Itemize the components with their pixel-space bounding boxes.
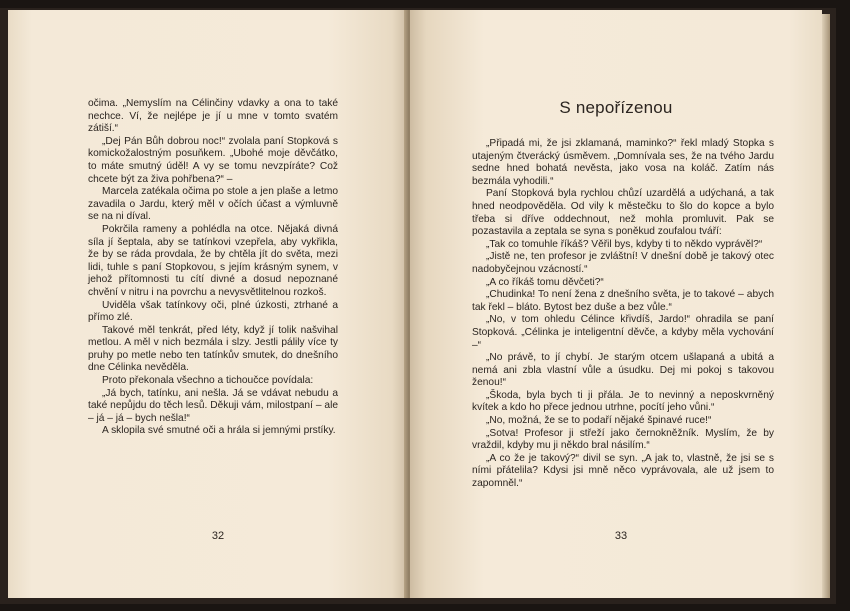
paragraph: A sklopila své smutné oči a hrála si jemnými prstíky. <box>102 425 336 437</box>
paragraph: Takové měl tenkrát, před léty, když jí tolik našvihal metlou. A měl v nich bezmála i slzy. Jestli pálily více ty pruhy po metle nebo ten tatínkův smutek, do dnešního dne Célinka nevěděla. <box>88 324 338 374</box>
paragraph: Paní Stopková byla rychlou chůzí uzardělá a udýchaná, a tak hned neodpověděla. Od vily k městečku to šlo do kopce a bylo třeba si dříve oddechnout, než mohla promluvit. Pak se pozastavila a zeptala se syna s poněkud zoufalou tváří: <box>472 188 774 238</box>
right-page-number: 33 <box>614 530 628 542</box>
right-page-text <box>472 138 774 491</box>
paragraph: „Chudinka! To není žena z dnešního světa, je to takové – abych tak řekl – bláto. Bytost bez duše a bez vůle.“ <box>472 289 774 313</box>
paragraph: „No právě, to jí chybí. Je starým otcem ušlapaná a ubitá a nemá ani zbla vlastní vůle a úsudku. Dej mi pokoj s takovou ženou!“ <box>472 352 774 389</box>
paragraph: „Tak co tomuhle říkáš? Věřil bys, kdyby ti to někdo vyprávěl?“ <box>486 238 763 250</box>
chapter-title: S nepořízenou <box>559 98 673 117</box>
left-page-number: 32 <box>211 530 225 542</box>
paragraph: „Škoda, byla bych ti ji přála. Je to nevinný a neposkvrněný kvítek a kdo ho přece jednou utrhne, pocítí jeho vůni.“ <box>472 389 774 414</box>
paragraph: „Dej Pán Bůh dobrou noc!“ zvolala paní Stopková s komickožalostným posuňkem. „Ubohé moje děvčátko, to máte smutný úděl! A vy se tomu nevzpíráte? Což chcete být za živa pohřbena?“ – <box>88 135 338 185</box>
paragraph: Pokrčila rameny a pohlédla na otce. Nějaká divná síla jí šeptala, aby se tatínkovi vzepřela, aby vykřikla, že by se ráda provdala, že by chtěla jít do světa, mezi lidi, tuhle s paní Stopkovou, s jejím krásným synem, v jehož přítomnosti tu cítí divné a dosud nepoznané chvění v nitru i na povrchu a nevysvětlitelnou rozkoš. <box>88 223 338 298</box>
paragraph: „No, v tom ohledu Célince křivdíš, Jardo!“ ohradila se paní Stopková. „Célinka je inteligentní děvče, a kdyby měla vychování –“ <box>472 314 774 351</box>
paragraph: Marcela zatékala očima po stole a jen plaše a letmo zavadila o Jardu, který měl v očích účast a výmluvně se na ni díval. <box>88 186 338 223</box>
paragraph: „Jistě ne, ten profesor je zvláštní! V dnešní době je takový otec nadobyčejnou vzácností.“ <box>472 251 774 275</box>
paragraph: „Já bych, tatínku, ani nešla. Já se vdávat nebudu a také nepůjdu do těch lesů. Děkuji vám, milostpaní – ale – já – já – bych nešla!“ <box>88 387 338 424</box>
left-page <box>8 10 408 598</box>
paragraph: „Připadá mi, že jsi zklamaná, maminko?“ řekl mladý Stopka s utajeným čtverácký úsměvem. „Domnívala ses, že na tvého Jardu sedne hned bohatá nevěsta, jako vosa na koláč. Zatím nás bezmála vyhodili.“ <box>472 138 774 187</box>
page-edges <box>822 14 830 598</box>
paragraph: Uviděla však tatínkovy oči, plné úzkosti, ztrhané a přímo zlé. <box>88 299 338 324</box>
paragraph: „A co že je takový?“ divil se syn. „A jak to, vlastně, že jsi se s ními přátelila? Kdysi jsi mně něco vyprávovala, ale už jsem to zapomněl.“ <box>472 452 774 490</box>
right-page <box>410 10 822 598</box>
paragraph: „A co říkáš tomu děvčeti?“ <box>486 276 604 288</box>
paragraph: Proto překonala všechno a tichoučce povídala: <box>102 375 314 387</box>
paragraph: „Sotva! Profesor ji střeží jako černokněžník. Myslím, že by vraždil, kdyby mu ji někdo bral násilím.“ <box>472 427 774 452</box>
left-page-text <box>88 98 338 438</box>
paragraph: „No, možná, že se to podaří nějaké špinavé ruce!“ <box>486 415 712 427</box>
paragraph: očima. „Nemyslím na Célinčiny vdavky a ona to také nechce. Ví, že nejlépe je jí u mne v tomto svatém zátiší.“ <box>88 98 338 135</box>
